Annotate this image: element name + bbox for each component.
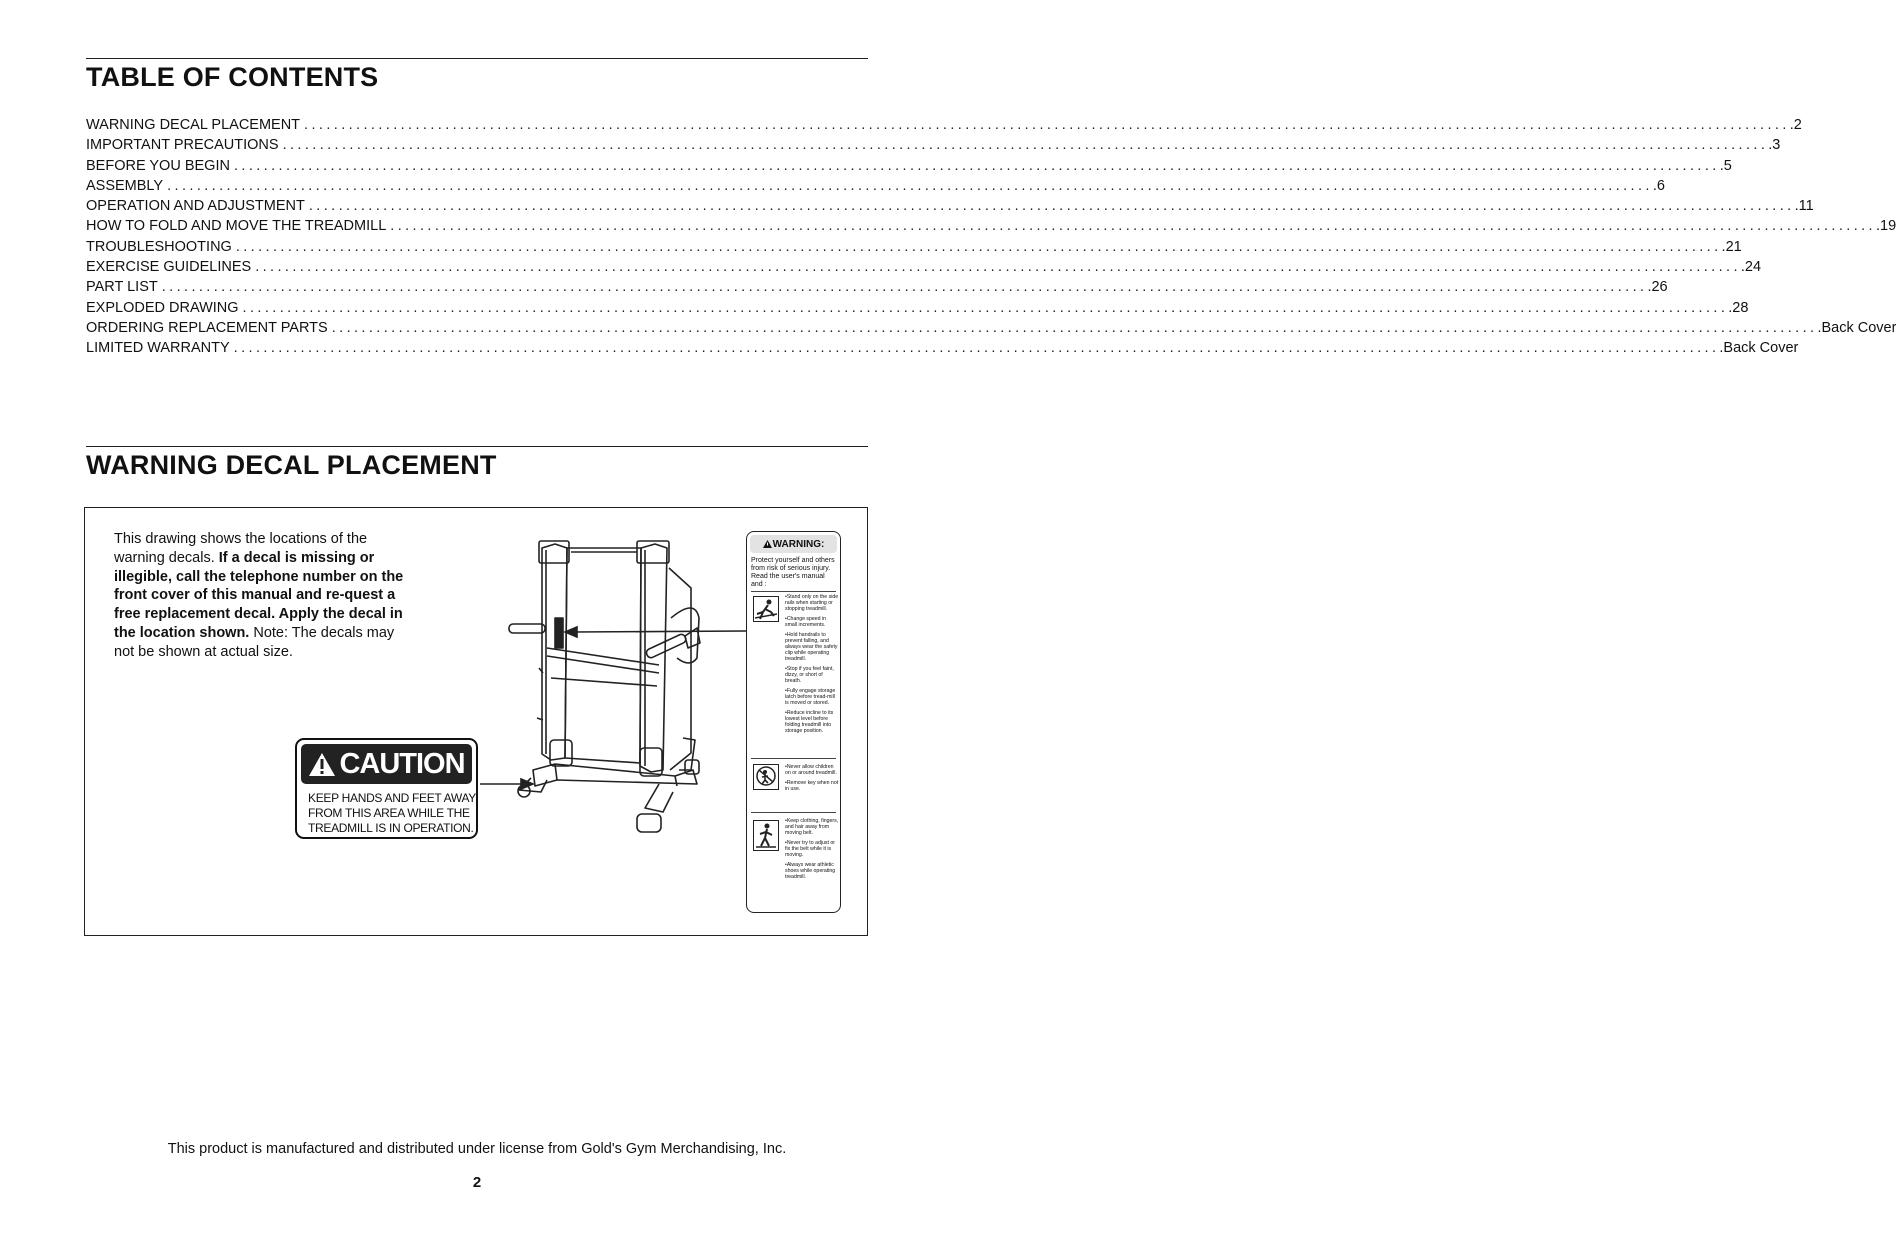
decal-placement-figure — [84, 507, 868, 936]
section-rule — [86, 446, 868, 447]
warning-decal — [746, 531, 841, 913]
caution-decal — [295, 738, 478, 839]
toc-leader: ........................................................................................................................................................................................................ — [233, 340, 1720, 357]
warning-decal-intro: Protect yourself and others from risk of serious injury. Read the user's manual and : — [751, 557, 835, 588]
top-rule — [86, 58, 868, 59]
warning-decal-list-1 — [785, 594, 839, 738]
toc-entry-title: BEFORE YOU BEGIN — [86, 157, 230, 174]
license-footer: This product is manufactured and distributed under license from Gold's Gym Merchandising, Inc. — [167, 1141, 787, 1157]
toc-entry-page: .24 — [1740, 259, 1762, 276]
fall-pictogram-icon — [753, 596, 779, 630]
toc-leader: ........................................................................................................................................................................................................ — [331, 319, 1818, 336]
warning-item: •Fully engage storage latch before tread-mill is moved or stored. — [785, 688, 836, 706]
toc-entry-title: EXPLODED DRAWING — [86, 299, 239, 316]
warning-triangle-icon — [763, 540, 772, 548]
toc-entry-title: ASSEMBLY — [86, 177, 164, 194]
toc-entry-page: .28 — [1728, 299, 1749, 316]
toc-leader: ........................................................................................................................................................................................................ — [308, 198, 1795, 215]
toc-entry-title: ORDERING REPLACEMENT PARTS — [86, 319, 328, 336]
toc-entry-page: .3 — [1768, 137, 1781, 154]
toc-entry-title: OPERATION AND ADJUSTMENT — [86, 198, 305, 215]
caution-title: CAUTION — [339, 747, 465, 780]
toc-entry[interactable] — [86, 238, 1742, 259]
warning-section-heading: WARNING DECAL PLACEMENT — [86, 450, 497, 480]
toc-entry-title: TROUBLESHOOTING — [86, 238, 232, 255]
toc-entry[interactable] — [86, 279, 1668, 299]
toc-entry[interactable] — [86, 177, 1665, 198]
warning-decal-divider — [751, 591, 836, 592]
warning-decal-divider — [751, 812, 836, 813]
toc-entry-page: .Back Cover — [1719, 340, 1799, 357]
warning-item: •Stop if you feel faint, dizzy, or short of breath. — [785, 666, 834, 684]
warning-item: •Keep clothing, fingers, and hair away from moving belt. — [785, 818, 839, 836]
toc-heading: TABLE OF CONTENTS — [86, 62, 379, 92]
toc-entry-title: WARNING DECAL PLACEMENT — [86, 117, 301, 133]
entanglement-pictogram-icon — [753, 820, 779, 854]
table-of-contents — [86, 117, 1896, 361]
intro-note: Note: The decals may not be shown at actual size. — [114, 624, 395, 660]
toc-entry-page: .11 — [1794, 198, 1814, 215]
warning-item: •Never try to adjust or fix the belt while it is moving. — [785, 840, 835, 858]
toc-entry[interactable] — [86, 137, 1781, 157]
page-number: 2 — [472, 1174, 482, 1191]
warning-triangle-icon — [308, 752, 336, 777]
intro-bold: If a decal is missing or illegible, call the telephone number on the front cover of this manual and re-quest a free replacement decal. Apply the decal in the location shown. — [114, 549, 404, 641]
warning-item: •Never allow children on or around treadmill. — [785, 764, 837, 776]
toc-entry-page: .26 — [1647, 279, 1668, 296]
caution-header — [301, 744, 472, 784]
toc-leader: ........................................................................................................................................................................................................ — [233, 157, 1720, 174]
toc-leader: ........................................................................................................................................................................................................ — [282, 137, 1769, 154]
toc-entry[interactable] — [86, 157, 1732, 178]
toc-entry-page: .19 — [1875, 218, 1896, 235]
warning-decal-header — [750, 535, 837, 553]
toc-entry-title: HOW TO FOLD AND MOVE THE TREADMILL — [86, 218, 387, 235]
toc-entry-page: .21 — [1721, 238, 1742, 255]
toc-entry[interactable] — [86, 218, 1896, 238]
toc-leader: ........................................................................................................................................................................................................ — [255, 259, 1741, 276]
toc-leader: ........................................................................................................................................................................................................ — [304, 117, 1790, 133]
toc-entry[interactable] — [86, 117, 1802, 137]
toc-entry-page: .2 — [1789, 117, 1802, 133]
toc-entry-page: .Back Cover — [1817, 319, 1896, 336]
left-handle — [509, 624, 545, 633]
warning-item: •Change speed in small increments. — [785, 616, 827, 628]
warning-item: •Stand only on the side rails when starting or stopping treadmill. — [785, 594, 839, 612]
toc-leader: ........................................................................................................................................................................................................ — [390, 218, 1876, 235]
warning-decal-list-3 — [785, 818, 839, 884]
toc-leader: ........................................................................................................................................................................................................ — [235, 238, 1722, 255]
toc-entry-title: IMPORTANT PRECAUTIONS — [86, 137, 279, 154]
warning-item: •Remove key when not in use. — [785, 780, 839, 792]
toc-entry[interactable] — [86, 198, 1814, 218]
toc-entry[interactable] — [86, 259, 1762, 279]
caution-text: KEEP HANDS AND FEET AWAY FROM THIS AREA WHILE THE TREADMILL IS IN OPERATION. — [308, 791, 476, 835]
toc-entry-page: .5 — [1719, 157, 1732, 174]
child-pictogram-icon — [753, 764, 779, 798]
toc-entry[interactable] — [86, 299, 1749, 320]
warning-item: •Hold handrails to prevent falling, and always wear the safety clip while operating treadmill. — [785, 632, 838, 662]
toc-entry[interactable] — [86, 340, 1799, 360]
warning-decal-title: WARNING: — [772, 538, 825, 550]
warning-decal-divider — [751, 758, 836, 759]
toc-entry-title: PART LIST — [86, 279, 158, 296]
toc-entry[interactable] — [86, 319, 1896, 340]
toc-leader: ........................................................................................................................................................................................................ — [242, 299, 1729, 316]
toc-leader: ........................................................................................................................................................................................................ — [161, 279, 1648, 296]
warning-item: •Reduce incline to its lowest level before folding treadmill into storage position. — [785, 710, 834, 734]
toc-entry-title: LIMITED WARRANTY — [86, 340, 230, 357]
warning-decal-list-2 — [785, 764, 839, 796]
toc-entry-title: EXERCISE GUIDELINES — [86, 259, 252, 276]
warning-item: •Always wear athletic shoes while operating treadmill. — [785, 862, 836, 880]
toc-leader: ........................................................................................................................................................................................................ — [167, 177, 1653, 194]
toc-entry-page: .6 — [1652, 177, 1665, 194]
intro-plain: This drawing shows the locations of the warning decals. — [114, 531, 368, 566]
